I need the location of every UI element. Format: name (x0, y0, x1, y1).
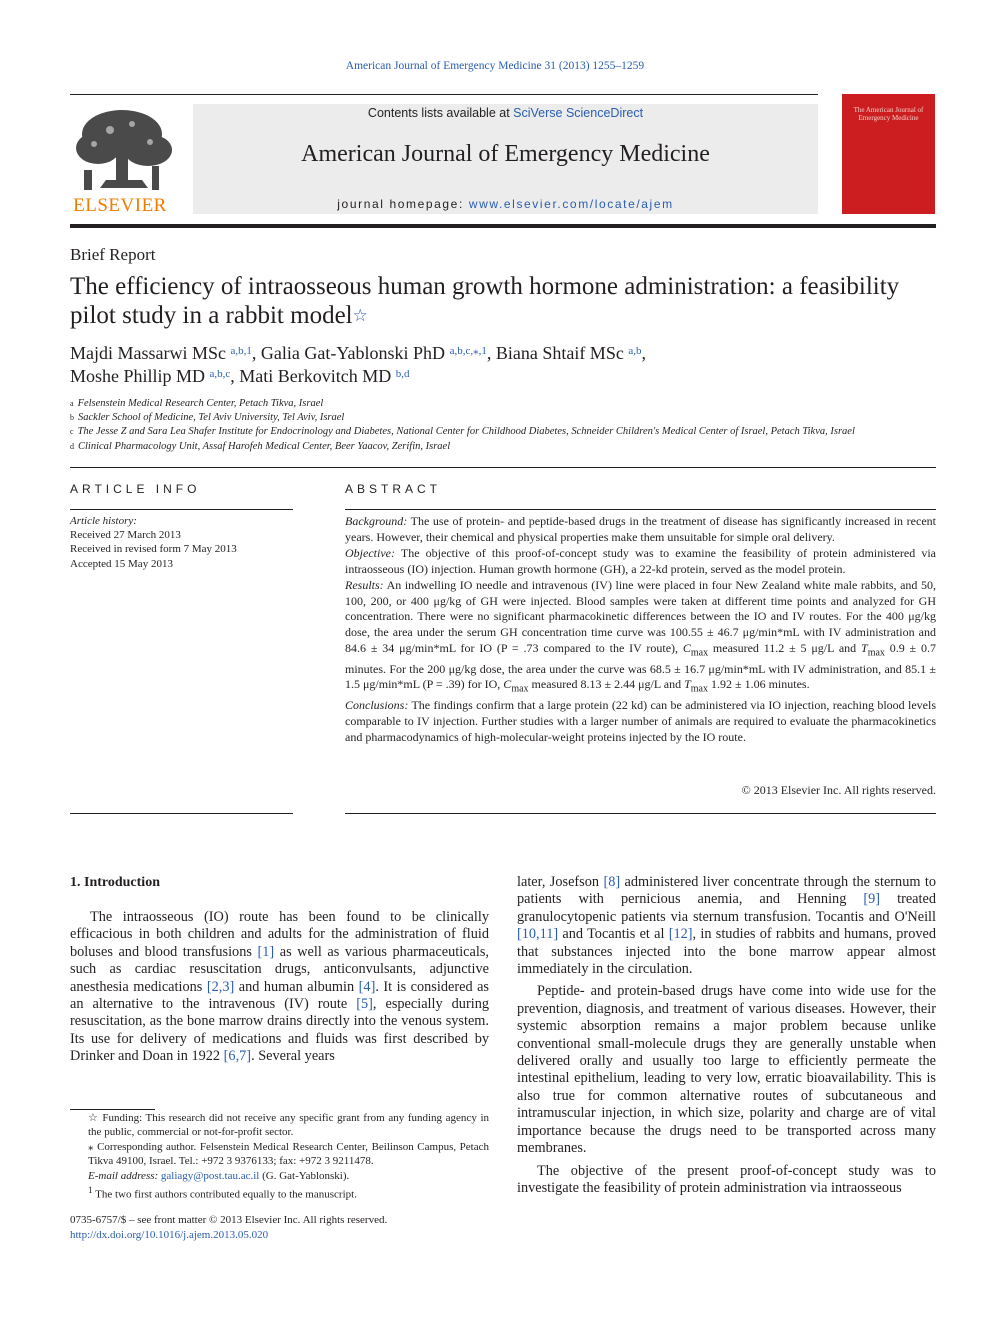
author-affil-sup[interactable]: a,b (628, 345, 642, 357)
body-text: and Tocantis et al (558, 926, 669, 943)
article-history (70, 514, 237, 571)
author-affil-sup[interactable]: b,d (395, 368, 410, 380)
abstract-text: The findings confirm that a large protein (22 kd) can be administered via IO injection, reaching blood levels comparable to IV injection. Further studies with a larger number of animals are required to evaluate the pharmacokinetics and pharmacodynamics of high-molecular-weight proteins injected by the IO route. (345, 697, 936, 744)
author-name: Mati Berkovitch MD (239, 366, 392, 386)
journal-title: American Journal of Emergency Medicine (301, 141, 710, 167)
abstract-label: Background: (345, 514, 408, 528)
affiliation-rule (70, 467, 936, 468)
email-suffix: (G. Gat-Yablonski). (259, 1169, 350, 1182)
author-sep: , (230, 366, 240, 386)
body-text: , in studies of rabbits and humans, proved that substances injected into the bone marrow appear almost immediately in the circulation. (517, 926, 936, 978)
received-date: Received 27 March 2013 (70, 529, 181, 542)
footnote-mark: ⁎ (88, 1140, 94, 1153)
affil-label: a (70, 399, 74, 408)
tmax-symbol: T (684, 677, 691, 692)
footnote-text: Corresponding author. Felsenstein Medical Research Center, Beilinson Campus, Petach Tikva 49100, Israel. Tel.: +972 3 9376133; fax: +972 3 9211478. (88, 1140, 490, 1168)
abstract-label: Objective: (345, 545, 395, 560)
revised-date: Received in revised form 7 May 2013 (70, 543, 237, 556)
abstract-heading: ABSTRACT (345, 482, 442, 496)
abstract-text: An indwelling IO needle and intravenous (IV) line were placed in four New Zealand white male rabbits, and 50, 100, 200, or 400 μg/kg of GH were injected. Blood samples were taken at different time points and analyzed for GH concentration. There were no significant pharmacokinetic differences between the IO and IV routes. For the 400 μg/kg dose, the area under the serum GH concentration time curve was 100.55 ± 46.7 μg/min*mL with IV administration and 84.6 ± 34 μg/min*mL for IO (P = .73 compared to the IV route), (345, 577, 937, 656)
body-column-right (517, 874, 936, 1197)
body-paragraph: The objective of the present proof-of-concept study was to investigate the feasibility of protein administration via intraosseous (517, 1162, 936, 1196)
article-title (70, 272, 940, 330)
elsevier-wordmark: ELSEVIER (73, 195, 167, 216)
contents-line (193, 106, 818, 120)
cmax-symbol: C (503, 677, 512, 692)
affiliation (70, 397, 936, 411)
author-sep: , (251, 343, 261, 363)
citation-link[interactable]: [5] (356, 996, 373, 1013)
contents-prefix: Contents lists available at (367, 106, 514, 120)
cmax-sub: max (690, 647, 709, 659)
equal-contribution-footnote (70, 1183, 489, 1202)
affiliation (70, 411, 936, 425)
issn-line: 0735-6757/$ – see front matter © 2013 Elsevier Inc. All rights reserved. (70, 1214, 388, 1226)
author-name: Galia Gat-Yablonski PhD (260, 343, 446, 363)
article-title-text: The efficiency of intraosseous human growth hormone administration: a feasibility pilot study in a rabbit model (70, 273, 900, 329)
homepage-link[interactable]: www.elsevier.com/locate/ajem (468, 197, 674, 211)
funding-footnote (70, 1111, 489, 1140)
history-label: Article history: (70, 515, 137, 527)
affil-text: Sackler School of Medicine, Tel Aviv University, Tel Aviv, Israel (78, 412, 345, 424)
article-info-heading: ARTICLE INFO (70, 482, 201, 496)
cover-title: The American Journal of Emergency Medicine (853, 106, 924, 122)
abstract-objective (345, 546, 936, 578)
citation-link[interactable]: [4] (358, 978, 376, 995)
affil-text: The Jesse Z and Sara Lea Shafer Institute for Endocrinology and Diabetes, National Center for Childhood Diabetes, Schneider Children's Medical Center of Israel, Petach Tikva, Israel (77, 426, 855, 438)
abstract-copyright: © 2013 Elsevier Inc. All rights reserved. (741, 783, 936, 797)
footnote-text: Funding: This research did not receive any specific grant from any funding agency in the public, commercial or not-for-profit sector. (88, 1112, 490, 1139)
corresponding-footnote (70, 1140, 489, 1169)
abstract-conclusions (345, 698, 936, 746)
tmax-sub: max (690, 683, 708, 695)
abstract-rule (345, 509, 936, 510)
body-text: , especially during resuscitation, as the bone marrow drains directly into the venous system. Its use for delivery of medications and fluids was first described by Drinker and Doan in 1922 (70, 996, 489, 1065)
footnote-text: The two first authors contributed equally to the manuscript. (95, 1188, 357, 1201)
abstract-body (345, 514, 936, 745)
author-name: Majdi Massarwi MSc (70, 343, 226, 363)
tmax-sub: max (867, 647, 885, 659)
doi-link[interactable]: http://dx.doi.org/10.1016/j.ajem.2013.05.020 (70, 1229, 269, 1241)
body-paragraph: Peptide- and protein-based drugs have come into wide use for the prevention, diagnosis, and treatment of various diseases. However, their systemic absorption remains a major problem because unlike conventional small-molecule drugs they are generally unstable when delivered orally and usually too large to efficiently permeate the intestinal epithelium, leading to very low, erratic bioavailability. This is also true for common alternative routes of subcutaneous and intramuscular injection, in which size, polarity and charge are of vital importance because the drugs need to be transported across many membranes. (517, 983, 936, 1157)
author-affil-sup[interactable]: a,b,c (209, 368, 231, 380)
accepted-date: Accepted 15 May 2013 (70, 557, 173, 570)
citation-link[interactable]: [2,3] (206, 978, 235, 995)
affiliation (70, 440, 936, 454)
body-paragraph (517, 874, 936, 978)
affiliation (70, 425, 936, 439)
body-text: later, Josefson (517, 874, 604, 890)
cmax-symbol: C (682, 641, 691, 656)
journal-citation[interactable]: American Journal of Emergency Medicine 31 (2013) 1255–1259 (345, 60, 645, 72)
abstract-results (345, 578, 936, 698)
article-type: Brief Report (70, 245, 156, 264)
citation-link[interactable]: [9] (863, 891, 881, 908)
author-name: Biana Shtaif MSc (495, 343, 624, 363)
body-column-left (70, 909, 489, 1066)
body-text: administered liver concentrate through the sternum to patients with pernicious anemia, and Henning (517, 874, 936, 908)
abstract-text: The objective of this proof-of-concept study was to examine the feasibility of protein administered via intraosseous (IO) injection. Human growth hormone (GH), a 22-kd protein, served as the model protein. (345, 545, 936, 576)
abstract-text: 1.92 ± 1.06 minutes. (707, 677, 810, 692)
abstract-text: 0.9 ± 0.7 minutes. For the 200 μg/kg dose, the area under the curve was 68.5 ± 16.7 μg/min*mL with IV administration, and 85.1 ± 1.5 μg/min*mL (P = .39) for IO, (345, 641, 936, 692)
body-paragraph (70, 909, 489, 1066)
citation-link[interactable]: [10,11] (517, 926, 559, 943)
affil-label: c (70, 427, 74, 437)
body-text: . Several years (251, 1048, 335, 1065)
affil-label: d (70, 441, 74, 451)
email-link[interactable]: galiagy@post.tau.ac.il (160, 1169, 260, 1182)
section-heading: 1. Introduction (70, 875, 160, 890)
affil-text: Clinical Pharmacology Unit, Assaf Harofeh Medical Center, Beer Yaacov, Zerifin, Israel (78, 440, 451, 452)
author-affil-sup[interactable]: a,b,c,⁎,1 (449, 345, 487, 357)
homepage-prefix: journal homepage: (337, 197, 469, 211)
abstract-label: Results: (345, 577, 384, 592)
affil-text: Felsenstein Medical Research Center, Petach Tikva, Israel (77, 398, 324, 409)
email-label: E-mail address: (88, 1169, 159, 1182)
sciencedirect-link[interactable]: SciVerse ScienceDirect (513, 106, 644, 120)
abstract-text: The use of protein- and peptide-based drugs in the treatment of disease has significantly increased in recent years. However, their chemical and physical properties make them unsuitable for simple oral delivery. (345, 514, 936, 544)
header-rule (70, 94, 818, 95)
author-affil-sup[interactable]: a,b,1 (230, 345, 252, 357)
author-list (70, 342, 936, 388)
body-text: . It is considered as an alternative to the intravenous (IV) route (70, 978, 489, 1013)
abstract-label: Conclusions: (345, 697, 409, 712)
abstract-bottom-rule (345, 813, 936, 814)
cmax-sub: max (511, 683, 529, 695)
citation-link[interactable]: [8] (603, 874, 621, 890)
footnote-mark: ☆ (88, 1112, 99, 1124)
journal-homepage (193, 197, 818, 211)
author-name: Moshe Phillip MD (70, 366, 206, 386)
tmax-symbol: T (861, 641, 868, 656)
header-thick-rule (70, 224, 936, 228)
body-text: treated granulocytopenic patients via sternum transfusion. Tocantis and O'Neill (517, 891, 936, 925)
body-text: and human albumin (234, 978, 359, 995)
footnote-mark: 1 (88, 1185, 93, 1196)
article-info-bottom-rule (70, 813, 293, 814)
email-footnote (70, 1169, 489, 1183)
footnote-rule (70, 1109, 155, 1110)
footnotes (70, 1111, 489, 1202)
affiliations (70, 397, 936, 454)
citation-link[interactable]: [12] (668, 926, 693, 943)
body-text: as well as various pharmaceuticals, such as cardiac resuscitation drugs, anticonvulsants, adjunctive anesthesia medications (70, 943, 489, 995)
body-text: The intraosseous (IO) route has been found to be clinically efficacious in both children and adults for the administration of fluid boluses and blood transfusions (70, 909, 489, 960)
citation-link[interactable]: [1] (257, 943, 275, 960)
title-footnote-star[interactable]: ☆ (352, 306, 368, 325)
article-info-rule (70, 509, 293, 510)
abstract-text: measured 8.13 ± 2.44 μg/L and (528, 677, 685, 692)
affil-label: b (70, 413, 74, 423)
abstract-text: measured 11.2 ± 5 μg/L and (708, 641, 861, 656)
abstract-background (345, 514, 936, 546)
author-sep: , (641, 343, 646, 363)
citation-link[interactable]: [6,7] (223, 1048, 252, 1065)
author-sep: , (486, 343, 496, 363)
